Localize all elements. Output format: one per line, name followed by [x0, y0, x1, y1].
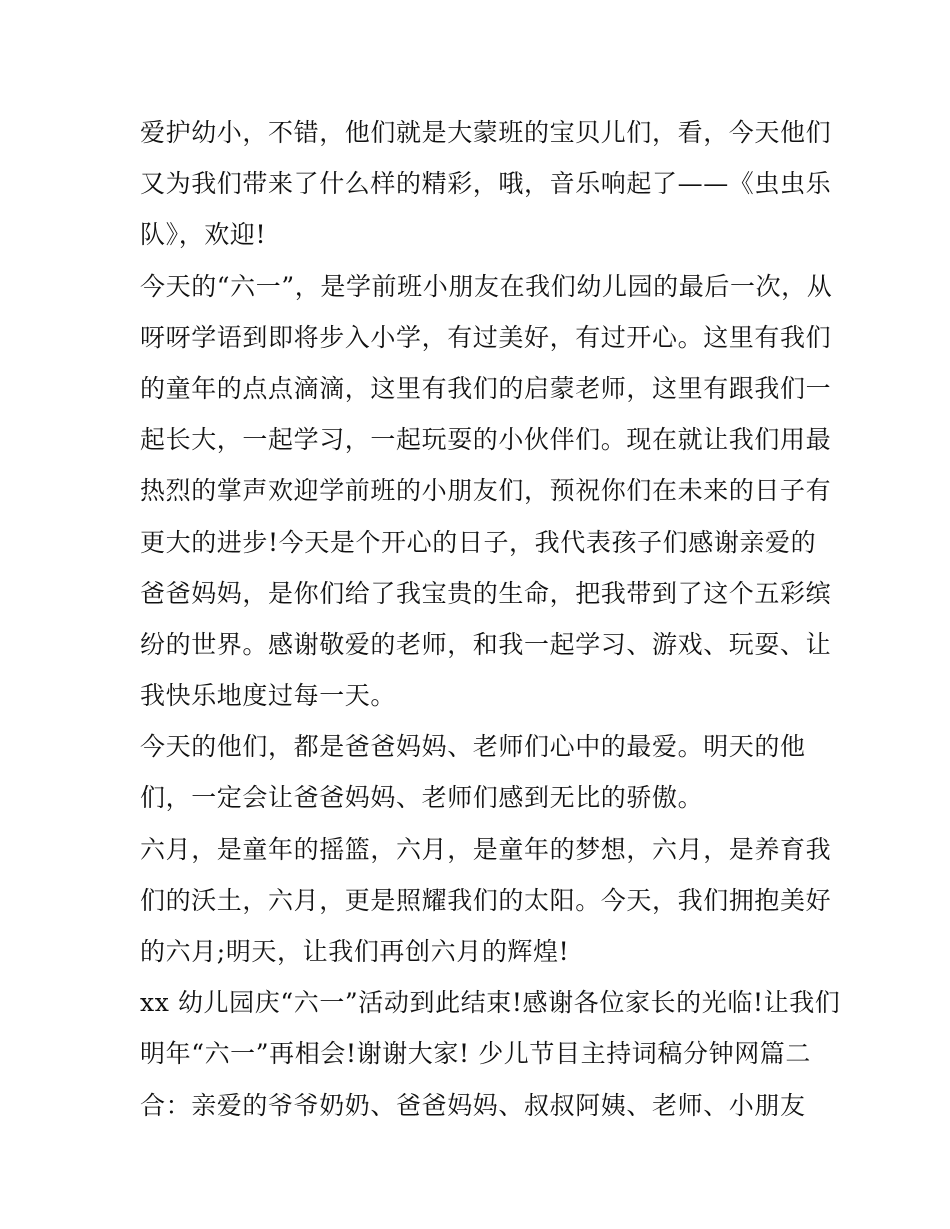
text-line: 呀呀学语到即将步入小学，有过美好，有过开心。这里有我们: [140, 322, 832, 352]
text-line: 六月，是童年的摇篮，六月，是童年的梦想，六月，是养育我: [140, 834, 832, 864]
text-line: 的六月;明天，让我们再创六月的辉煌!: [140, 937, 570, 966]
text-line: 们，一定会让爸爸妈妈、老师们感到无比的骄傲。: [140, 783, 704, 813]
text-line: 今天的他们，都是爸爸妈妈、老师们心中的最爱。明天的他: [140, 732, 806, 762]
text-line: 我快乐地度过每一天。: [140, 681, 397, 711]
text-line: 们的沃土，六月，更是照耀我们的太阳。今天，我们拥抱美好: [140, 885, 832, 915]
text-line: 合：亲爱的爷爷奶奶、爸爸妈妈、叔叔阿姨、老师、小朋友: [140, 1090, 806, 1120]
text-line: 爸爸妈妈，是你们给了我宝贵的生命，把我带到了这个五彩缤: [140, 578, 832, 608]
text-line: 的童年的点点滴滴，这里有我们的启蒙老师，这里有跟我们一: [140, 373, 832, 403]
document-body: [140, 107, 841, 1131]
text-line: 纷的世界。感谢敬爱的老师，和我一起学习、游戏、玩耍、让: [140, 629, 832, 659]
text-line: 今天的“六一”，是学前班小朋友在我们幼儿园的最后一次，从: [140, 271, 833, 301]
text-line: 明年“六一”再相会!谢谢大家! 少儿节目主持词稿分钟网篇二: [140, 1039, 812, 1069]
text-line: 又为我们带来了什么样的精彩，哦，音乐响起了——《虫虫乐: [140, 169, 832, 199]
text-line: 起长大，一起学习，一起玩耍的小伙伴们。现在就让我们用最: [140, 425, 832, 455]
text-line: 热烈的掌声欢迎学前班的小朋友们，预祝你们在未来的日子有: [140, 476, 832, 506]
text-line: 队》，欢迎!: [140, 220, 267, 250]
text-line: 更大的进步!今天是个开心的日子，我代表孩子们感谢亲爱的: [140, 527, 817, 557]
text-line: 爱护幼小，不错，他们就是大蒙班的宝贝儿们，看，今天他们: [140, 118, 832, 147]
text-line: xx 幼儿园庆“六一”活动到此结束!感谢各位家长的光临!让我们: [140, 988, 841, 1018]
